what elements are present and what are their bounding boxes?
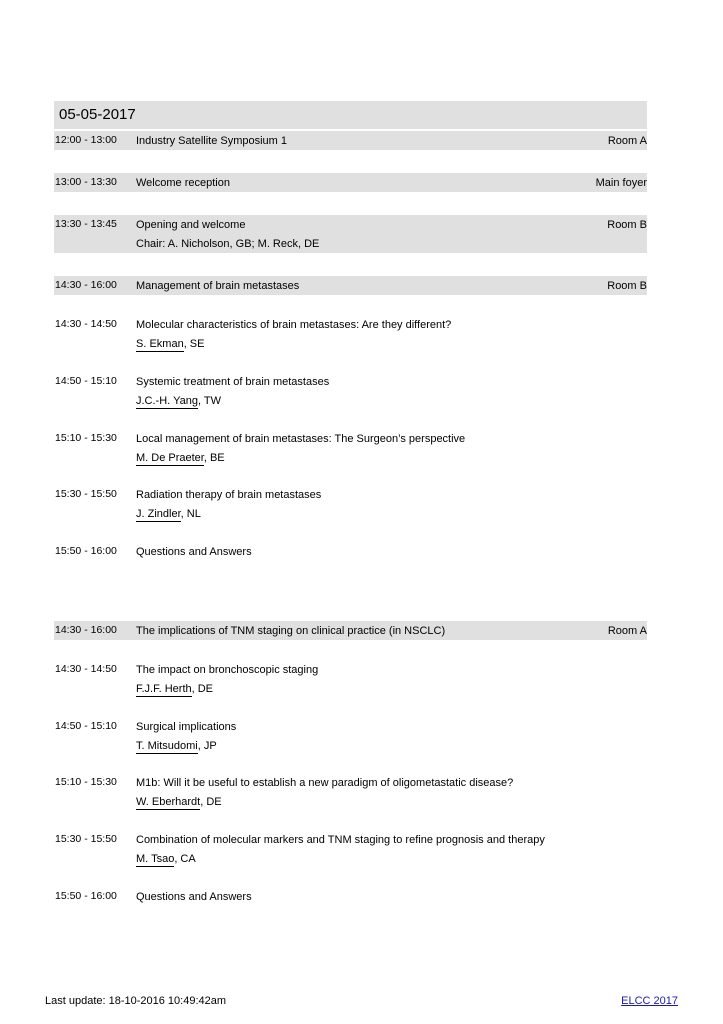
talk-title: Questions and Answers: [136, 891, 252, 903]
talk-time: 15:10 - 15:30: [55, 776, 117, 788]
speaker-name[interactable]: W. Eberhardt: [136, 796, 201, 808]
speaker-country: , JP: [197, 740, 217, 752]
session-room: Room A: [607, 135, 647, 147]
talk-row: [54, 887, 647, 907]
speaker-name[interactable]: M. De Praeter: [136, 452, 204, 464]
session-time: 14:30 - 16:00: [55, 624, 117, 636]
talk-title: The impact on bronchoscopic staging: [136, 664, 319, 676]
talk-time: 15:10 - 15:30: [55, 432, 117, 444]
talk-title: M1b: Will it be useful to establish a new paradigm of oligometastatic disease?: [136, 777, 514, 789]
talk-time: 15:30 - 15:50: [55, 833, 117, 845]
talk-row: [54, 717, 647, 757]
session-row: [54, 276, 647, 295]
speaker-name[interactable]: M. Tsao: [136, 853, 175, 865]
talk-time: 15:30 - 15:50: [55, 488, 117, 500]
talk-title: Combination of molecular markers and TNM staging to refine prognosis and therapy: [136, 834, 545, 846]
talk-title: Surgical implications: [136, 721, 237, 733]
talk-row: [54, 542, 647, 562]
talk-speaker: [136, 852, 196, 866]
talk-title: Questions and Answers: [136, 546, 252, 558]
last-update-text: Last update: 18-10-2016 10:49:42am: [45, 995, 227, 1007]
session-room: Room B: [607, 219, 647, 231]
date-header: [54, 101, 647, 129]
session-time: 13:00 - 13:30: [55, 176, 117, 188]
session-room: Room A: [607, 625, 647, 637]
speaker-name[interactable]: T. Mitsudomi: [136, 740, 198, 752]
talk-time: 14:30 - 14:50: [55, 663, 117, 675]
speaker-country: , BE: [203, 452, 225, 464]
talk-row: [54, 315, 647, 355]
speaker-country: , SE: [183, 338, 205, 350]
session-chair: Chair: A. Nicholson, GB; M. Reck, DE: [136, 238, 320, 250]
session-title: Opening and welcome: [136, 219, 246, 231]
session-title: Welcome reception: [136, 177, 230, 189]
elcc-link[interactable]: ELCC 2017: [621, 995, 678, 1007]
speaker-country: , TW: [197, 395, 221, 407]
talk-time: 14:50 - 15:10: [55, 375, 117, 387]
speaker-name[interactable]: J. Zindler: [136, 508, 181, 520]
talk-time: 14:50 - 15:10: [55, 720, 117, 732]
talk-title: Local management of brain metastases: The Surgeon’s perspective: [136, 433, 466, 445]
session-title: Industry Satellite Symposium 1: [136, 135, 288, 147]
speaker-country: , NL: [180, 508, 201, 520]
speaker-country: , DE: [191, 683, 214, 695]
talk-speaker: [136, 451, 225, 465]
talk-speaker: [136, 739, 217, 753]
talk-row: [54, 372, 647, 412]
session-room: Main foyer: [595, 177, 647, 189]
talk-speaker: [136, 394, 221, 408]
session-row: [54, 621, 647, 640]
talk-speaker: [136, 507, 201, 521]
speaker-name[interactable]: F.J.F. Herth: [136, 683, 192, 695]
talk-speaker: [136, 682, 213, 696]
session-row: [54, 215, 647, 253]
talk-title: Systemic treatment of brain metastases: [136, 376, 330, 388]
date-label: 05-05-2017: [59, 106, 136, 123]
talk-title: Radiation therapy of brain metastases: [136, 489, 322, 501]
talk-speaker: [136, 795, 222, 809]
session-time: 14:30 - 16:00: [55, 279, 117, 291]
session-time: 13:30 - 13:45: [55, 218, 117, 230]
session-row: [54, 131, 647, 150]
talk-time: 15:50 - 16:00: [55, 545, 117, 557]
talk-row: [54, 830, 647, 870]
session-room: Room B: [607, 280, 647, 292]
talk-speaker: [136, 337, 204, 351]
speaker-name[interactable]: S. Ekman: [136, 338, 184, 350]
speaker-country: , DE: [200, 796, 222, 808]
session-title: The implications of TNM staging on clinical practice (in NSCLC): [136, 625, 446, 637]
talk-time: 14:30 - 14:50: [55, 318, 117, 330]
talk-row: [54, 660, 647, 700]
talk-time: 15:50 - 16:00: [55, 890, 117, 902]
talk-title: Molecular characteristics of brain metastases: Are they different?: [136, 319, 452, 331]
speaker-country: , CA: [174, 853, 196, 865]
talk-row: [54, 485, 647, 525]
speaker-name[interactable]: J.C.-H. Yang: [136, 395, 198, 407]
talk-row: [54, 429, 647, 469]
session-row: [54, 173, 647, 192]
talk-row: [54, 773, 647, 813]
session-title: Management of brain metastases: [136, 280, 300, 292]
session-time: 12:00 - 13:00: [55, 134, 117, 146]
